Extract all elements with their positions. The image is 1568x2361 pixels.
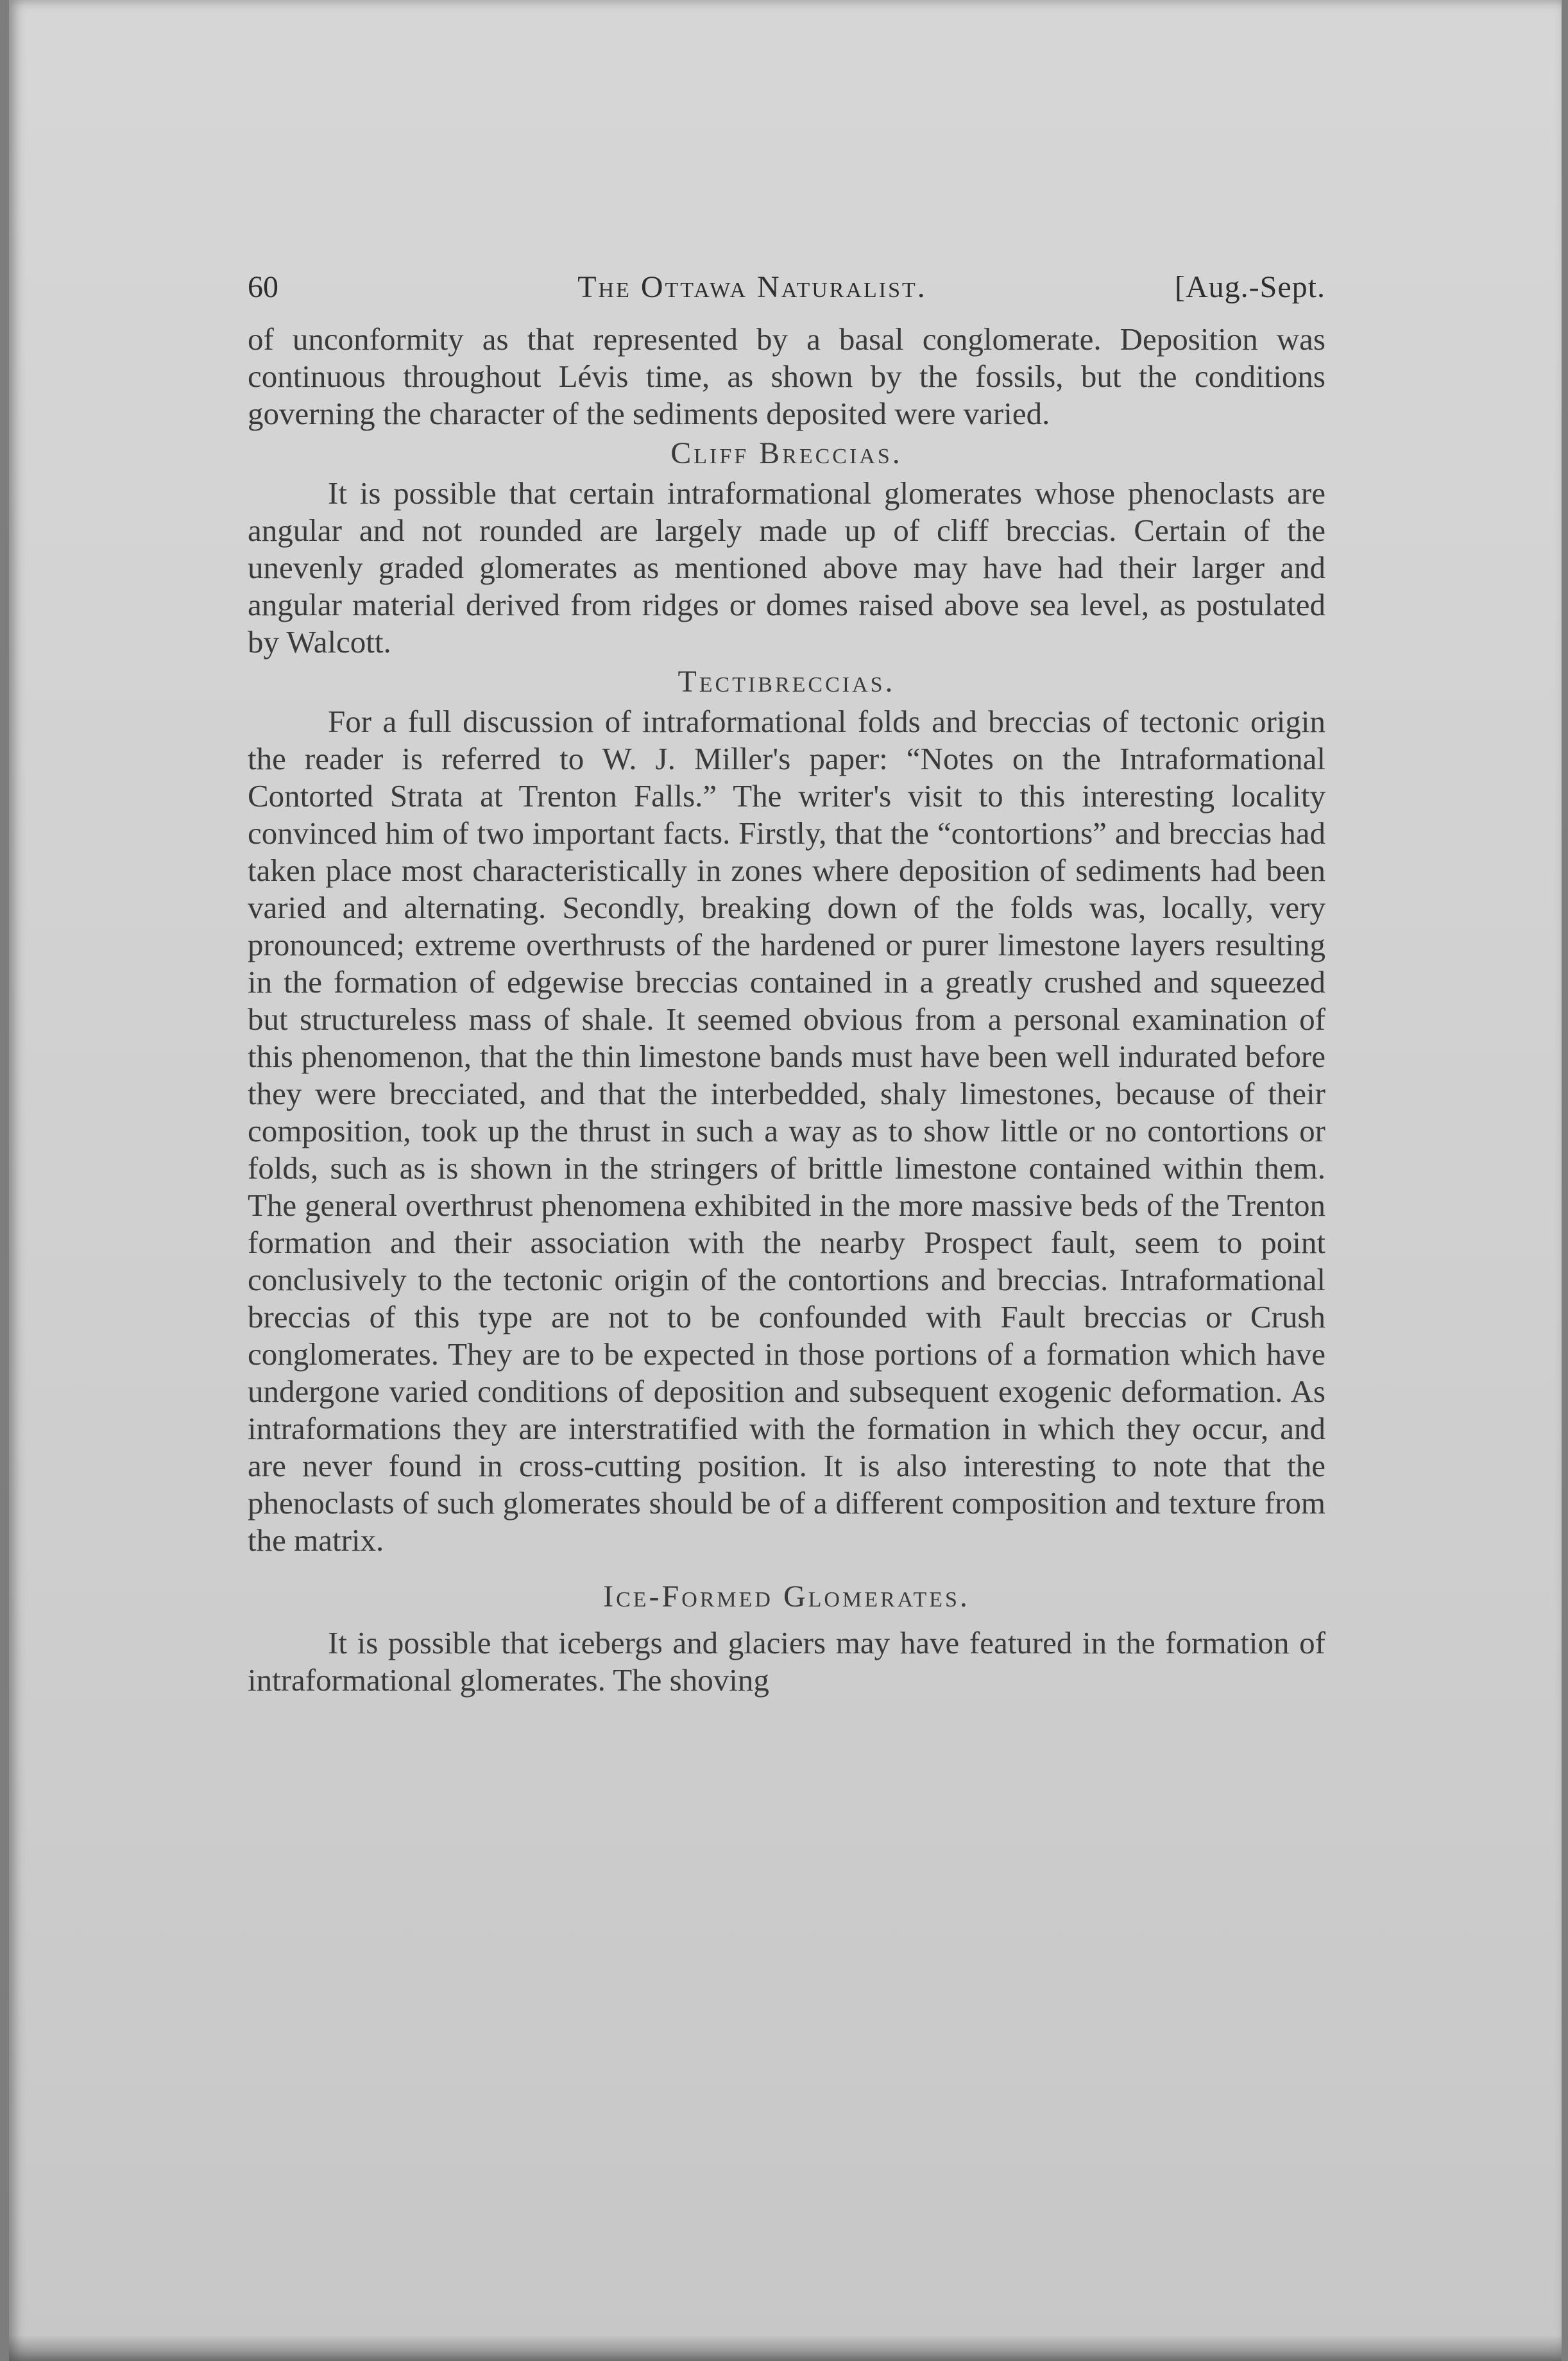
journal-title: The Ottawa Naturalist.: [577, 270, 927, 304]
page-text-block: [248, 269, 1325, 1699]
section-body-cliff-breccias: It is possible that certain intraformational glomerates whose phenoclasts are angular and not rounded are largely made up of cliff breccias. Certain of the unevenly graded glomerates as mentioned above may have had their larger and angular material derived from ridges or domes raised above sea level, as postulated by Walcott.: [248, 475, 1325, 660]
continued-paragraph: of unconformity as that represented by a basal conglomerate. Deposition was continuous throughout Lévis time, as shown by the fossils, but the conditions governing the character of the sediments deposited were varied.: [248, 321, 1325, 431]
section-heading-tectibreccias: Tectibreccias.: [677, 665, 896, 699]
running-head: [248, 269, 1325, 321]
section-body-ice-formed-glomerates: It is possible that icebergs and glaciers may have featured in the formation of intraformational glomerates. The shoving: [248, 1625, 1325, 1698]
scanned-page: [9, 0, 1562, 2361]
section-heading-cliff-breccias: Cliff Breccias.: [670, 436, 903, 470]
section-heading-ice-formed-glomerates: Ice-Formed Glomerates.: [603, 1580, 970, 1614]
page-number: 60: [248, 270, 278, 304]
section-body-tectibreccias: For a full discussion of intraformational folds and breccias of tectonic origin the reader is referred to W. J. Miller's paper: “Notes on the Intraformational Contorted Strata at Trenton Falls.” The writer's visit to this interesting locality convinced him of two important facts. Firstly, that the “contortions” and breccias had taken place most characteristically in zones where deposition of sediments had been varied and alternating. Secondly, breaking down of the folds was, locally, very pronounced; extreme overthrusts of the hardened or purer limestone layers resulting in the formation of edgewise breccias contained in a greatly crushed and squeezed but structureless mass of shale. It seemed obvious from a personal examination of this phenomenon, that the thin limestone bands must have been well indurated before they were brecciated, and that the interbedded, shaly limestones, because of their composition, took up the thrust in such a way as to show little or no contortions or folds, such as is shown in the stringers of brittle limestone contained within them. The general overthrust phenomena exhibited in the more massive beds of the Trenton formation and their association with the nearby Prospect fault, seem to point conclusively to the tectonic origin of the contortions and breccias. Intraformational breccias of this type are not to be confounded with Fault breccias or Crush conglomerates. They are to be expected in those portions of a formation which have undergone varied conditions of deposition and subsequent exogenic deformation. As intraformations they are interstratified with the formation in which they occur, and are never found in cross-cutting position. It is also interesting to note that the phenoclasts of such glomerates should be of a different composition and texture from the matrix.: [248, 704, 1325, 1558]
issue-date: [Aug.-Sept.: [1175, 270, 1325, 304]
